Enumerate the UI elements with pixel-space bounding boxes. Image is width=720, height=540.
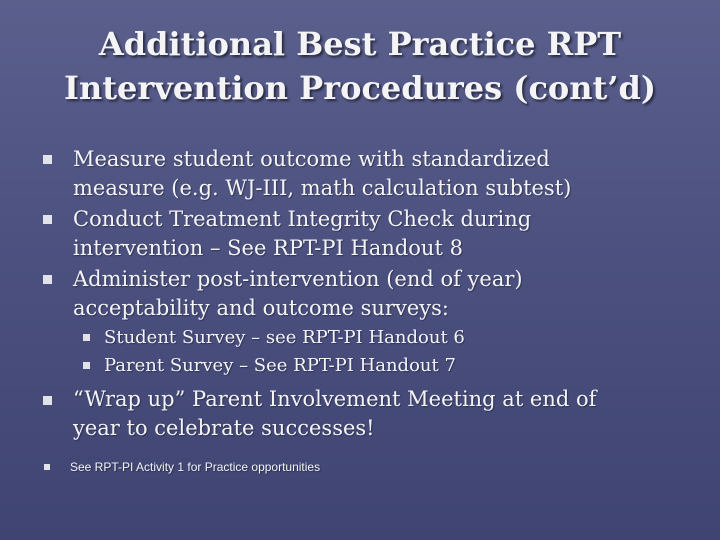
practice-note-text: See RPT-PI Activity 1 for Practice opportunities (70, 460, 321, 474)
sub-bullet-text: Parent Survey – See RPT-PI Handout 7 (104, 355, 456, 376)
slide-title-line-1: Additional Best Practice RPT (98, 25, 622, 63)
bullet-text-line: Measure student outcome with standardized (73, 147, 550, 171)
square-bullet-icon (83, 362, 90, 369)
bullet-text-line: acceptability and outcome surveys: (73, 296, 449, 320)
bullet-text-line: Conduct Treatment Integrity Check during (73, 207, 532, 231)
square-bullet-icon (43, 396, 52, 405)
square-bullet-icon (44, 464, 50, 470)
sub-bullet-text: Student Survey – see RPT-PI Handout 6 (104, 327, 465, 348)
bullet-text-line: year to celebrate successes! (73, 416, 375, 440)
bullet-text-line: measure (e.g. WJ-III, math calculation subtest) (73, 176, 572, 200)
bullet-text-line: intervention – See RPT-PI Handout 8 (73, 236, 463, 260)
slide-title-line-2: Intervention Procedures (cont’d) (64, 69, 656, 107)
square-bullet-icon (43, 275, 52, 284)
bullet-text-line: Administer post-intervention (end of year) (73, 267, 523, 291)
square-bullet-icon (43, 215, 52, 224)
square-bullet-icon (83, 334, 90, 341)
bullet-text-line: “Wrap up” Parent Involvement Meeting at end of (73, 387, 597, 411)
square-bullet-icon (43, 155, 52, 164)
